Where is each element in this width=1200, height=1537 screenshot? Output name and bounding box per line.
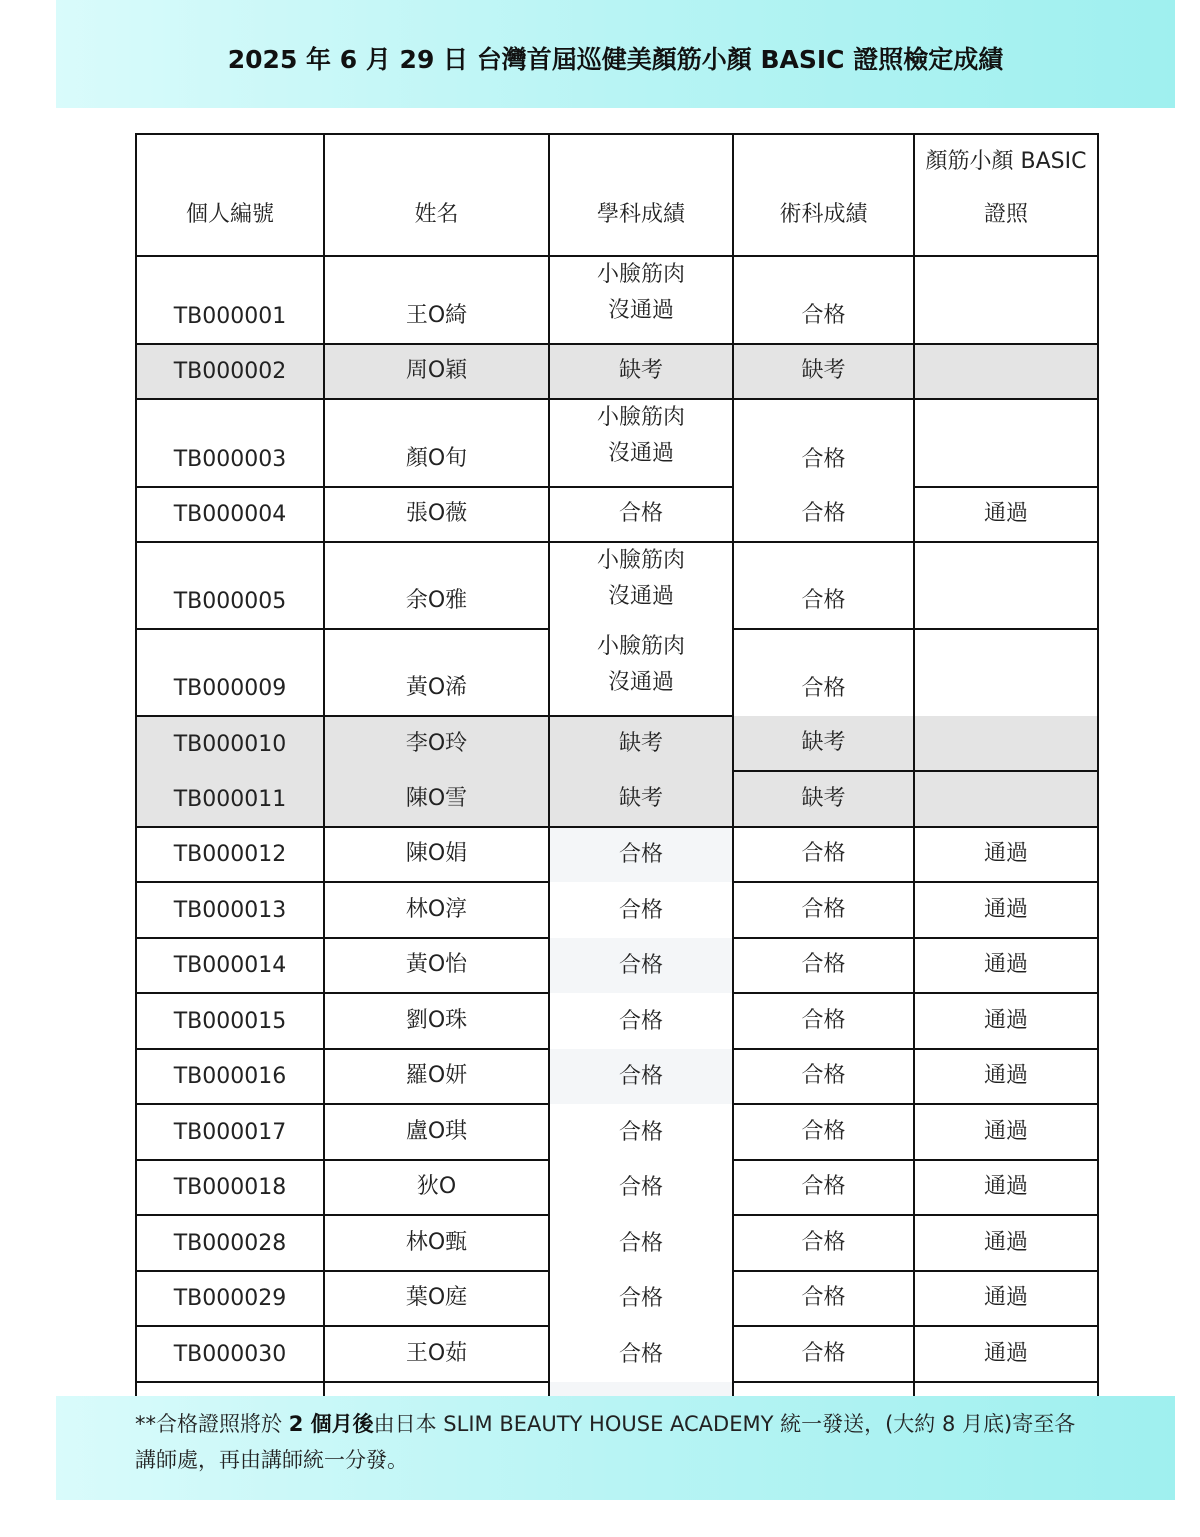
cell-written: 缺考 bbox=[549, 344, 733, 399]
cell-id: TB000028 bbox=[136, 1215, 324, 1271]
header-id: 個人編號 bbox=[136, 134, 324, 256]
cell-written: 合格 bbox=[549, 938, 733, 993]
table-row bbox=[136, 1215, 1098, 1271]
cell-id: TB000015 bbox=[136, 993, 324, 1049]
cell-cert bbox=[914, 542, 1098, 629]
footnote-bold: 2 個月後 bbox=[288, 1412, 374, 1436]
cell-practical: 合格 bbox=[733, 1326, 914, 1382]
cell-cert bbox=[914, 399, 1098, 487]
cell-practical: 合格 bbox=[733, 993, 914, 1049]
table-row bbox=[136, 399, 1098, 487]
cell-written: 合格 bbox=[549, 1049, 733, 1104]
table-row bbox=[136, 487, 1098, 542]
cell-practical: 合格 bbox=[733, 1215, 914, 1271]
table-row bbox=[136, 1271, 1098, 1326]
cell-written: 合格 bbox=[549, 487, 733, 542]
footnote bbox=[135, 1406, 1095, 1478]
cell-name: 林O甄 bbox=[324, 1215, 549, 1271]
cell-practical: 合格 bbox=[733, 938, 914, 993]
cell-cert: 通過 bbox=[914, 993, 1098, 1049]
table-row bbox=[136, 1160, 1098, 1215]
fail-line1: 小臉筋肉 bbox=[596, 548, 685, 573]
table-row bbox=[136, 344, 1098, 399]
cell-cert: 通過 bbox=[914, 1049, 1098, 1104]
cell-cert: 通過 bbox=[914, 938, 1098, 993]
fail-line1: 小臉筋肉 bbox=[596, 634, 685, 659]
cell-practical: 合格 bbox=[733, 399, 914, 487]
table-row bbox=[136, 771, 1098, 827]
cell-id: TB000010 bbox=[136, 716, 324, 771]
cell-name: 狄O bbox=[324, 1160, 549, 1215]
cell-cert: 通過 bbox=[914, 1160, 1098, 1215]
cell-cert: 通過 bbox=[914, 1271, 1098, 1326]
table-row bbox=[136, 256, 1098, 344]
cell-cert bbox=[914, 771, 1098, 827]
cell-id: TB000001 bbox=[136, 256, 324, 344]
cell-id: TB000030 bbox=[136, 1326, 324, 1382]
fail-line2: 沒通過 bbox=[607, 441, 674, 466]
cell-id: TB000013 bbox=[136, 882, 324, 938]
table-row bbox=[136, 993, 1098, 1049]
cell-practical: 缺考 bbox=[733, 716, 914, 771]
cell-cert: 通過 bbox=[914, 827, 1098, 882]
cell-id: TB000009 bbox=[136, 629, 324, 716]
cell-cert: 通過 bbox=[914, 1326, 1098, 1382]
cell-practical: 合格 bbox=[733, 827, 914, 882]
cell-name: 盧O琪 bbox=[324, 1104, 549, 1160]
header-written: 學科成績 bbox=[549, 134, 733, 256]
fail-line1: 小臉筋肉 bbox=[596, 262, 685, 287]
cell-name: 黃O怡 bbox=[324, 938, 549, 993]
cell-id: TB000003 bbox=[136, 399, 324, 487]
cell-practical: 合格 bbox=[733, 629, 914, 716]
cell-id: TB000016 bbox=[136, 1049, 324, 1104]
cell-name: 李O玲 bbox=[324, 716, 549, 771]
cell-practical: 合格 bbox=[733, 1049, 914, 1104]
footnote-rest: 由日本 SLIM BEAUTY HOUSE ACADEMY 統一發送，(大約 8 月底)寄至各講師處，再由講師統一分發。 bbox=[135, 1412, 1076, 1472]
table-row bbox=[136, 542, 1098, 629]
cell-name: 顏O旬 bbox=[324, 399, 549, 487]
score-table bbox=[135, 133, 1099, 1439]
cell-written: 合格 bbox=[549, 1160, 733, 1215]
fail-line2: 沒通過 bbox=[607, 584, 674, 609]
fail-line2: 沒通過 bbox=[607, 670, 674, 695]
cell-practical: 合格 bbox=[733, 256, 914, 344]
cell-cert bbox=[914, 716, 1098, 771]
cell-written: 合格 bbox=[549, 827, 733, 882]
table-row bbox=[136, 716, 1098, 771]
cell-written: 缺考 bbox=[549, 716, 733, 771]
cell-written: 合格 bbox=[549, 1104, 733, 1160]
table-row bbox=[136, 827, 1098, 882]
cell-written: 合格 bbox=[549, 993, 733, 1049]
table-row bbox=[136, 882, 1098, 938]
cell-practical: 合格 bbox=[733, 1160, 914, 1215]
cell-id: TB000012 bbox=[136, 827, 324, 882]
cell-written: 合格 bbox=[549, 1271, 733, 1326]
cell-written-fail bbox=[549, 542, 733, 629]
cell-name: 劉O珠 bbox=[324, 993, 549, 1049]
cell-written: 合格 bbox=[549, 882, 733, 938]
cell-written: 合格 bbox=[549, 1326, 733, 1382]
header-practical: 術科成績 bbox=[733, 134, 914, 256]
footnote-prefix: **合格證照將於 bbox=[135, 1412, 289, 1436]
cell-cert bbox=[914, 344, 1098, 399]
cell-practical: 合格 bbox=[733, 1271, 914, 1326]
cell-name: 林O淳 bbox=[324, 882, 549, 938]
cell-practical: 缺考 bbox=[733, 771, 914, 827]
cell-id: TB000014 bbox=[136, 938, 324, 993]
cell-name: 王O茹 bbox=[324, 1326, 549, 1382]
cell-cert bbox=[914, 629, 1098, 716]
header-cert-line1: 顏筋小顏 BASIC bbox=[925, 149, 1087, 174]
cell-written-fail bbox=[549, 629, 733, 716]
cell-written-fail bbox=[549, 399, 733, 487]
cell-name: 陳O雪 bbox=[324, 771, 549, 827]
cell-practical: 缺考 bbox=[733, 344, 914, 399]
cell-name: 羅O妍 bbox=[324, 1049, 549, 1104]
page-title: 2025 年 6 月 29 日 台灣首屆巡健美顏筋小顏 BASIC 證照檢定成績 bbox=[227, 45, 1004, 74]
header-cert-line2: 證照 bbox=[983, 202, 1028, 227]
cell-written: 缺考 bbox=[549, 771, 733, 827]
cell-name: 張O薇 bbox=[324, 487, 549, 542]
cell-cert: 通過 bbox=[914, 487, 1098, 542]
cell-practical: 合格 bbox=[733, 882, 914, 938]
cell-id: TB000018 bbox=[136, 1160, 324, 1215]
cell-written-fail bbox=[549, 256, 733, 344]
cell-name: 周O穎 bbox=[324, 344, 549, 399]
cell-cert: 通過 bbox=[914, 1104, 1098, 1160]
header-cert bbox=[914, 134, 1098, 256]
cell-id: TB000017 bbox=[136, 1104, 324, 1160]
table-row bbox=[136, 629, 1098, 716]
table-row bbox=[136, 1104, 1098, 1160]
cell-cert: 通過 bbox=[914, 882, 1098, 938]
cell-id: TB000004 bbox=[136, 487, 324, 542]
cell-id: TB000029 bbox=[136, 1271, 324, 1326]
cell-id: TB000005 bbox=[136, 542, 324, 629]
table-row bbox=[136, 1326, 1098, 1382]
table-row bbox=[136, 1049, 1098, 1104]
table-header-row bbox=[136, 134, 1098, 256]
cell-cert bbox=[914, 256, 1098, 344]
fail-line2: 沒通過 bbox=[607, 298, 674, 323]
cell-name: 王O綺 bbox=[324, 256, 549, 344]
cell-name: 余O雅 bbox=[324, 542, 549, 629]
cell-name: 陳O娟 bbox=[324, 827, 549, 882]
table-row bbox=[136, 938, 1098, 993]
cell-name: 葉O庭 bbox=[324, 1271, 549, 1326]
cell-practical: 合格 bbox=[733, 1104, 914, 1160]
header-name: 姓名 bbox=[324, 134, 549, 256]
cell-id: TB000011 bbox=[136, 771, 324, 827]
cell-practical: 合格 bbox=[733, 542, 914, 629]
fail-line1: 小臉筋肉 bbox=[596, 405, 685, 430]
cell-cert: 通過 bbox=[914, 1215, 1098, 1271]
cell-practical: 合格 bbox=[733, 487, 914, 542]
cell-id: TB000002 bbox=[136, 344, 324, 399]
cell-written: 合格 bbox=[549, 1215, 733, 1271]
cell-name: 黃O浠 bbox=[324, 629, 549, 716]
